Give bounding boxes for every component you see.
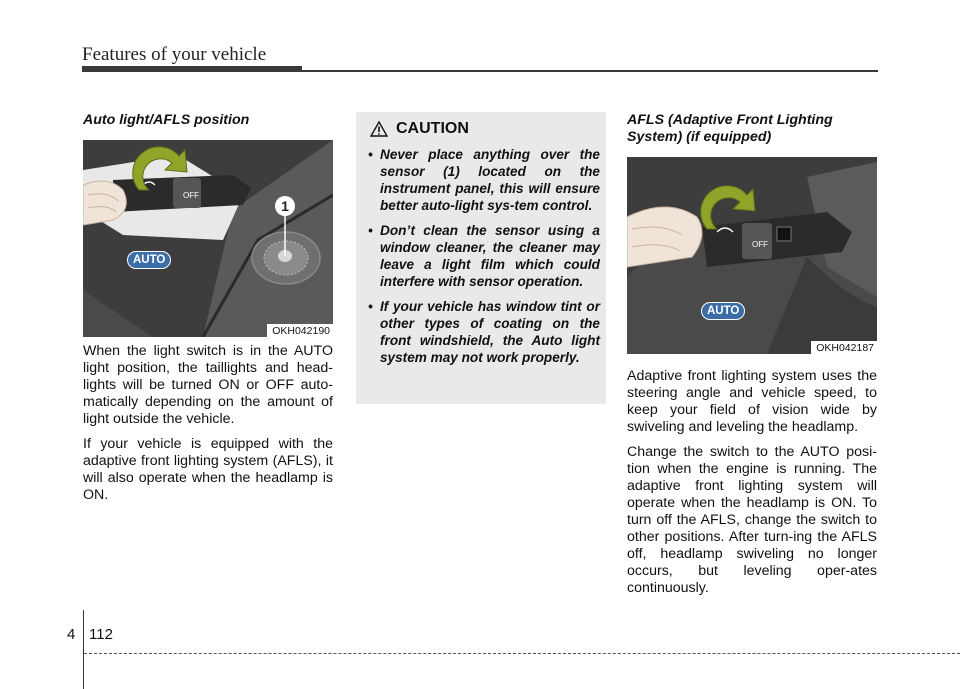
left-column: [83, 112, 333, 129]
caution-header: [370, 120, 469, 138]
section-title-auto-light: Auto light/AFLS position: [83, 112, 250, 128]
caution-box: [356, 112, 606, 404]
caution-item: • If your vehicle has window tint or other types of coating on the front windshield, the Auto light system may not work properly.: [368, 298, 600, 366]
left-paragraph-1: When the light switch is in the AUTO light position, the taillights and head-lights will be turned ON or OFF auto-matically depending on the amount of light outside the vehicle.: [83, 343, 333, 427]
caution-item: • Don’t clean the sensor using a window cleaner, the cleaner may leave a light film which could interfere with sensor operation.: [368, 222, 600, 290]
right-paragraph-1: Adaptive front lighting system uses the steering angle and vehicle speed, to keep your field of vision wide by swiveling and leveling the headlamp.: [627, 368, 877, 435]
left-body: [83, 343, 333, 512]
right-paragraph-2: Change the switch to the AUTO posi-tion when the engine is running. The adaptive front lighting system will operate when the headlamp is ON. To turn off the AFLS, change the switch to other positions. After turn-ing the AFLS off, headlamp swiveling no longer occurs, but leveling oper-ates continuously.: [627, 444, 877, 596]
figure-code: OKH042190: [267, 324, 333, 337]
auto-badge: AUTO: [127, 251, 171, 269]
curved-arrow-icon: [699, 181, 759, 241]
caution-list: [368, 146, 600, 374]
figure-afls-switch: [627, 157, 877, 354]
chapter-number: 4: [67, 626, 76, 643]
curved-arrow-icon: [131, 142, 191, 202]
svg-text:OFF: OFF: [752, 240, 768, 249]
figure-code: OKH042187: [811, 341, 877, 354]
caution-title: CAUTION: [396, 120, 469, 137]
sensor-callout-number: 1: [281, 198, 289, 214]
section-title-afls: AFLS (Adaptive Front Lighting System) (if equipped): [627, 112, 833, 145]
right-column: [627, 112, 877, 146]
footer-divider: [83, 610, 84, 689]
warning-triangle-icon: [370, 121, 388, 137]
header-rule: [300, 70, 878, 72]
auto-light-switch-illustration: [83, 140, 333, 337]
footer-rule: [84, 653, 960, 654]
header-bar: [82, 66, 302, 72]
svg-text:OFF: OFF: [183, 191, 199, 200]
caution-item: • Never place anything over the sensor (1) located on the instrument panel, this will ensure better auto-light sys-tem control.: [368, 146, 600, 214]
header-title: Features of your vehicle: [82, 44, 267, 65]
auto-badge: AUTO: [701, 302, 745, 320]
page-number: 112: [89, 626, 113, 643]
figure-auto-light-switch: [83, 140, 333, 337]
right-body: [627, 368, 877, 605]
left-paragraph-2: If your vehicle is equipped with the adaptive front lighting system (AFLS), it will also operate when the headlamp is ON.: [83, 436, 333, 503]
